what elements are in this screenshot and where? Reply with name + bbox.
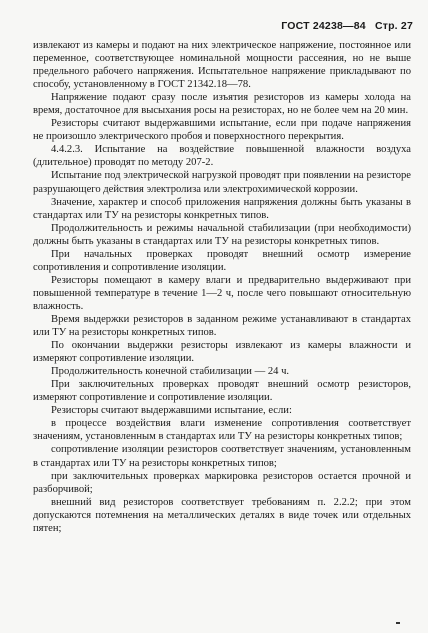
- paragraph: При начальных проверках проводят внешний осмотр измерение сопротивления и сопротивление изоляции.: [33, 248, 411, 273]
- document-body: [33, 39, 411, 535]
- paragraph: Продолжительность конечной стабилизации — 24 ч.: [51, 366, 290, 378]
- standard-number: ГОСТ 24238—84: [281, 20, 366, 32]
- paragraph: Время выдержки резисторов в заданном режиме устанавливают в стандартах или ТУ на резисторы конкретных типов.: [33, 313, 411, 339]
- paragraph: извлекают из камеры и подают на них электрическое напряжение, постоянное или переменное, соответствующее номинальной мощности рассеяния, но не выше предельного рабочего напряжения. Испытательное напряжение прикладывают по способу, установленному в ГОСТ 21342.18—78.: [33, 40, 411, 91]
- paragraph: Продолжительность и режимы начальной стабилизации (при необходимости) должны быть указаны в стандартах или ТУ на резисторы конкретных типов.: [33, 222, 411, 247]
- page-header: [275, 20, 413, 32]
- page-number: Стр. 27: [374, 20, 413, 32]
- paragraph: Значение, характер и способ приложения напряжения должны быть указаны в стандартах или ТУ на резисторы конкретных типов.: [33, 196, 411, 221]
- paragraph: Испытание под электрической нагрузкой проводят при появлении на резисторе разрушающего действия электролиза или электрохимической коррозии.: [33, 170, 411, 195]
- paragraph: Резисторы помещают в камеру влаги и предварительно выдерживают при повышенной температуре в течение 1—2 ч, после чего повышают относительную влажность.: [33, 274, 411, 312]
- paragraph: Резисторы считают выдержавшими испытание, если:: [51, 405, 292, 417]
- paragraph: При заключительных проверках проводят внешний осмотр резисторов, измеряют сопротивление и сопротивление изоляции.: [33, 379, 411, 404]
- paragraph: в процессе воздействия влаги изменение сопротивления соответствует значениям, установленным в стандартах или ТУ на резисторы конкретных типов;: [33, 418, 411, 443]
- paragraph: 4.4.2.3. Испытание на воздействие повышенной влажности воздуха (длительное) проводят по методу 207-2.: [33, 144, 411, 169]
- paragraph: Резисторы считают выдержавшими испытание, если при подаче напряжения не произошло электрического пробоя и поверхностного перекрытия.: [33, 118, 411, 143]
- paragraph: Напряжение подают сразу после изъятия резисторов из камеры холода на время, достаточное для высыхания росы на резисторах, но не более чем на 20 мин.: [33, 92, 411, 117]
- paragraph: По окончании выдержки резисторы извлекают из камеры влажности и измеряют сопротивление изоляции.: [33, 340, 411, 365]
- page-mark: [396, 622, 400, 624]
- paragraph: внешний вид резисторов соответствует требованиям п. 2.2.2; при этом допускаются потемнения на металлических деталях в виде точек или отдельных пятен;: [33, 496, 411, 534]
- paragraph: сопротивление изоляции резисторов соответствует значениям, установленным в стандартах или ТУ на резисторы конкретных типов;: [33, 444, 411, 469]
- paragraph: при заключительных проверках маркировка резисторов остается прочной и разборчивой;: [33, 470, 411, 495]
